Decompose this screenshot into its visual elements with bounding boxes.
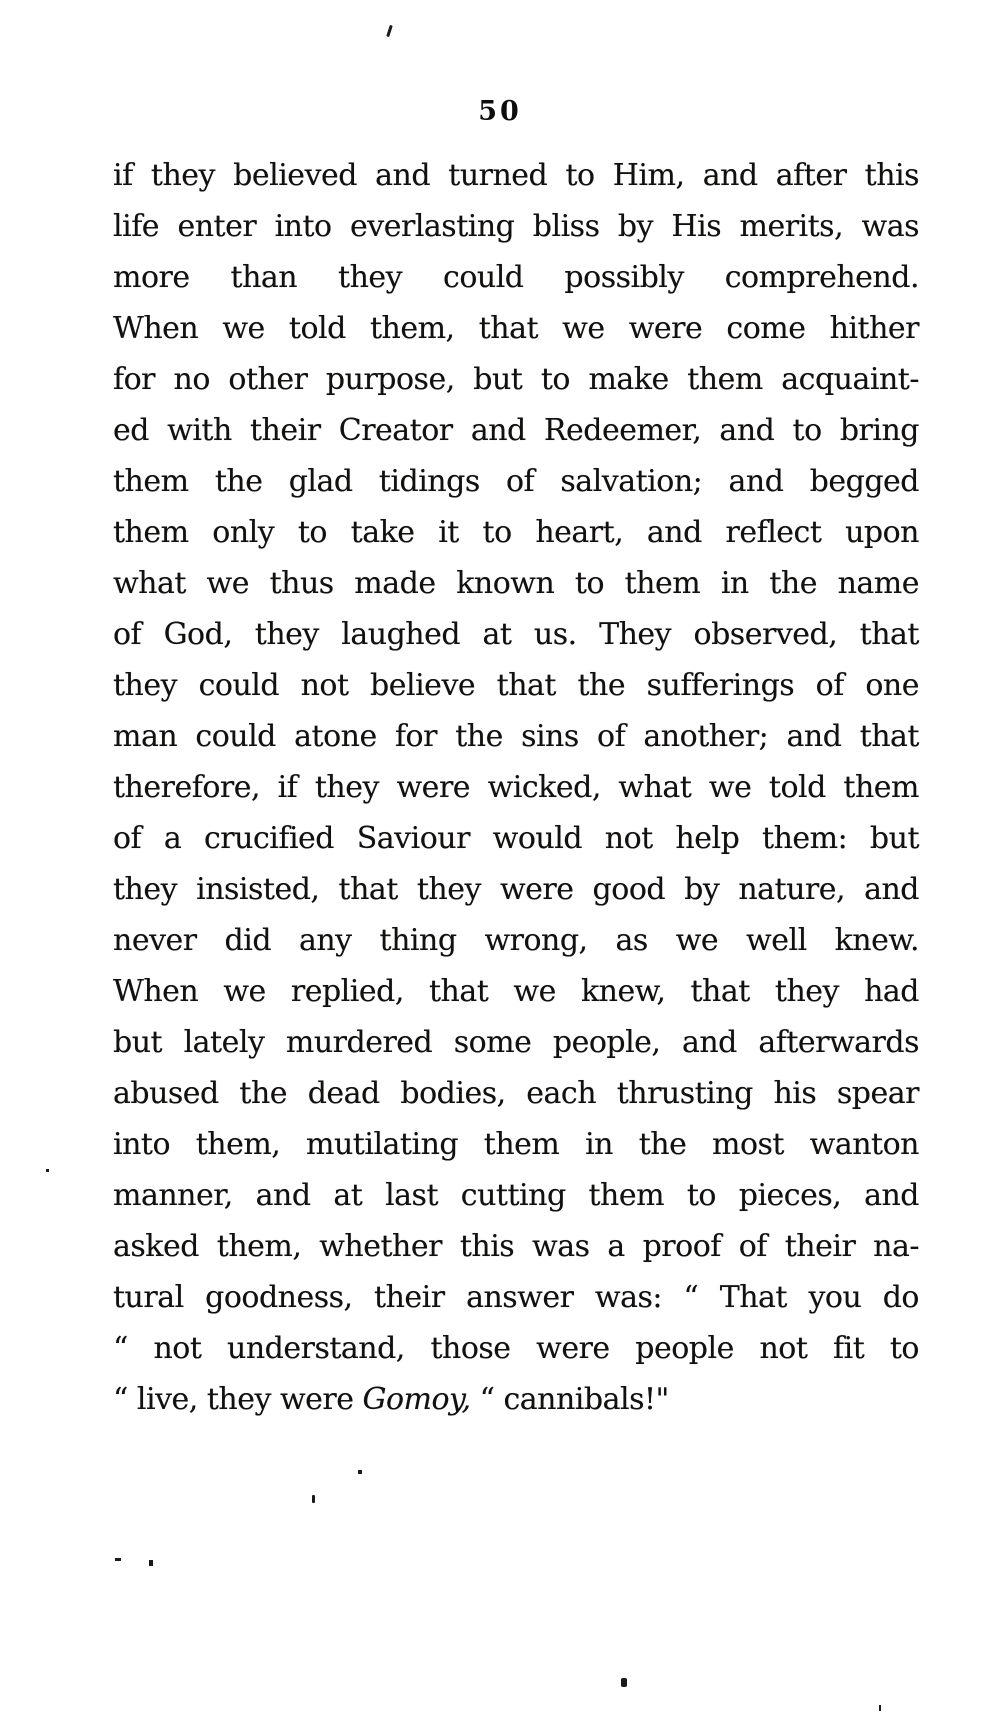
- text-line: but lately murdered some people, and afterwards: [113, 1025, 919, 1060]
- text-line: into them, mutilating them in the most wanton: [113, 1127, 919, 1162]
- text-line: them only to take it to heart, and reflect upon: [113, 515, 919, 550]
- page-number: 50: [478, 96, 522, 127]
- text-line: of God, they laughed at us. They observed, that: [113, 617, 919, 652]
- ink-speck: [46, 1169, 49, 1172]
- text-line: abused the dead bodies, each thrusting his spear: [113, 1076, 919, 1111]
- text-line: they could not believe that the sufferings of one: [113, 668, 919, 703]
- body-text: [113, 150, 919, 1425]
- text-line: When we replied, that we knew, that they had: [113, 974, 919, 1009]
- text-line: for no other purpose, but to make them acquaint-: [113, 362, 919, 397]
- text-line: of a crucified Saviour would not help them: but: [113, 821, 919, 856]
- text-line: them the glad tidings of salvation; and begged: [113, 464, 919, 499]
- ink-speck: [358, 1470, 362, 1474]
- text-line-last: [113, 1374, 919, 1425]
- text-line: ed with their Creator and Redeemer, and to bring: [113, 413, 919, 448]
- text-line: “ not understand, those were people not fit to: [113, 1331, 919, 1366]
- text-line: what we thus made known to them in the name: [113, 566, 919, 601]
- ink-speck: [115, 1558, 121, 1561]
- last-line-prefix: “ live, they were: [113, 1382, 363, 1417]
- text-line: tural goodness, their answer was: “ That you do: [113, 1280, 919, 1315]
- text-line: man could atone for the sins of another; and that: [113, 719, 919, 754]
- italic-word-gomoy: Gomoy,: [362, 1382, 471, 1417]
- last-line-suffix: “ cannibals!": [470, 1382, 669, 1417]
- text-line: asked them, whether this was a proof of their na-: [113, 1229, 919, 1264]
- text-line: if they believed and turned to Him, and after this: [113, 158, 919, 193]
- text-line: manner, and at last cutting them to pieces, and: [113, 1178, 919, 1213]
- text-line: never did any thing wrong, as we well knew.: [113, 923, 919, 958]
- ink-speck: [879, 1705, 881, 1711]
- ink-stroke-artifact: [386, 25, 393, 37]
- text-line: they insisted, that they were good by nature, and: [113, 872, 919, 907]
- ink-speck: [621, 1678, 627, 1687]
- text-line: When we told them, that we were come hither: [113, 311, 919, 346]
- text-line: therefore, if they were wicked, what we told them: [113, 770, 919, 805]
- ink-speck: [149, 1560, 153, 1566]
- text-line: life enter into everlasting bliss by His merits, was: [113, 209, 919, 244]
- ink-speck: [312, 1495, 315, 1503]
- text-line: more than they could possibly comprehend.: [113, 260, 919, 295]
